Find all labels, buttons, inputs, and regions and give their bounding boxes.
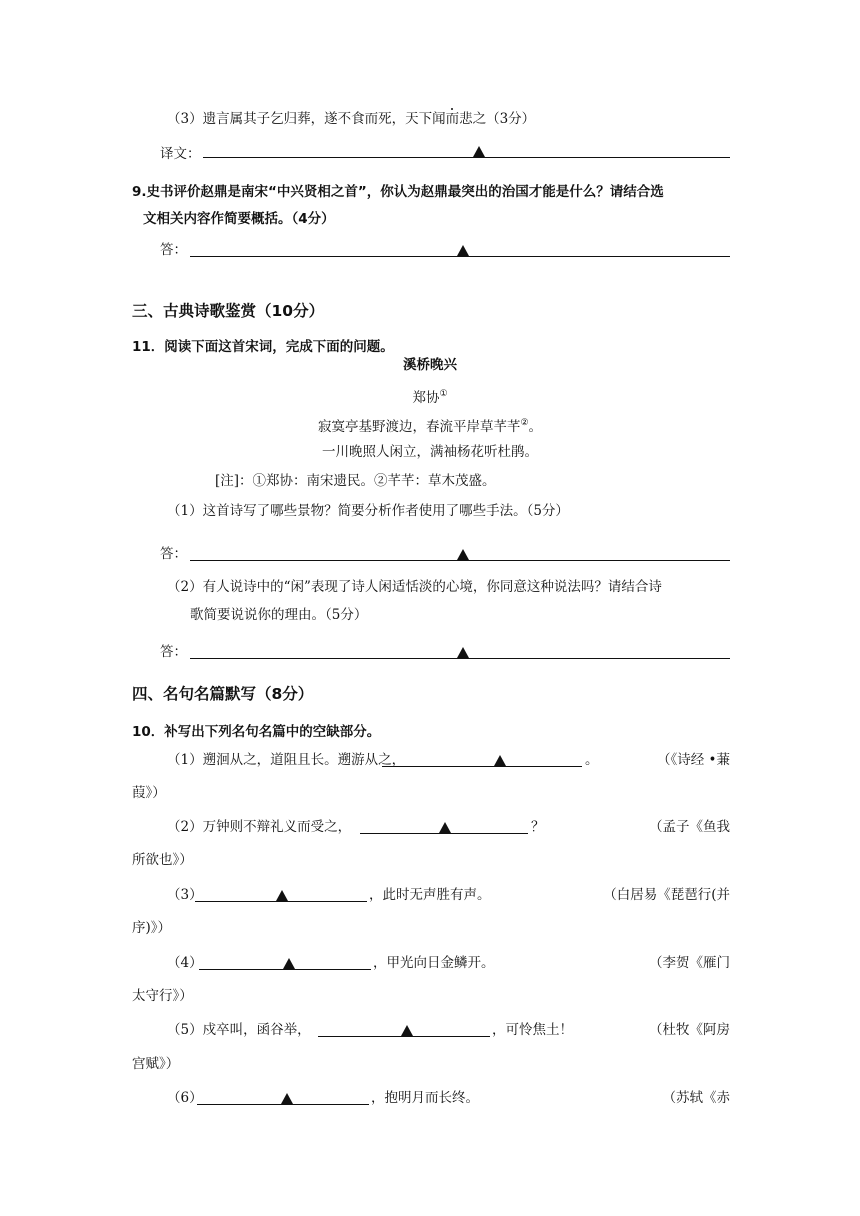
q9-answer-line[interactable] <box>190 256 730 257</box>
triangle-icon <box>281 1093 293 1104</box>
q10-item-2-after: ？ <box>531 819 545 835</box>
q10-item-3-source: （白居易《琵琶行(并 <box>603 887 730 903</box>
q10-item-4-before: （4） <box>167 955 203 971</box>
q10-item-5-before: （5）戍卒叫，函谷举， <box>167 1022 311 1038</box>
emphasis-dot-char: 而 <box>445 111 460 127</box>
triangle-icon <box>401 1025 413 1036</box>
q10-item-1-source-cont: 葭》） <box>132 785 166 801</box>
q10-item-1-after: 。 <box>585 752 599 768</box>
section4-title: 四、名句名篇默写（8分） <box>132 685 314 703</box>
section3-title: 三、古典诗歌鉴赏（10分） <box>132 302 325 320</box>
q10-item-1-source: （《诗经 •蒹 <box>656 752 730 768</box>
poem-author: 郑协① <box>412 389 448 406</box>
q10-item-6-before: （6） <box>167 1090 203 1106</box>
triangle-icon <box>283 958 295 969</box>
triangle-icon <box>457 647 469 658</box>
q11-sub2-answer-line[interactable] <box>190 658 730 659</box>
q10-item-5-blank[interactable] <box>318 1036 490 1037</box>
poem-title: 溪桥晚兴 <box>403 357 457 373</box>
q8-sub3: （3）遗言属其子乞归葬，遂不食而死，天下闻而悲之（3分） <box>167 111 536 127</box>
note-mark: ② <box>520 418 529 428</box>
q11-sub1-answer-line[interactable] <box>190 560 730 561</box>
q10-item-6-source: （苏轼《赤 <box>662 1090 730 1106</box>
q10-item-4-source: （李贺《雁门 <box>649 955 730 971</box>
q9-line1: 9.史书评价赵鼎是南宋“中兴贤相之首”，你认为赵鼎最突出的治国才能是什么？请结合选 <box>132 184 664 200</box>
q8-answer-label: 译文： <box>160 146 201 162</box>
poem-notes: [注]：①郑协：南宋遗民。②芊芊：草木茂盛。 <box>215 473 496 489</box>
triangle-icon <box>457 245 469 256</box>
q10-item-6-after: ，抱明月而长终。 <box>371 1090 479 1106</box>
q11-sub2-line2: 歌简要说说你的理由。（5分） <box>190 607 368 623</box>
q8-answer-line[interactable] <box>203 157 730 158</box>
q9-line2: 文相关内容作简要概括。（4分） <box>143 211 335 227</box>
q10-item-3-source-cont: 序)》） <box>132 920 172 936</box>
q10-item-2-source: （孟子《鱼我 <box>649 819 730 835</box>
triangle-icon <box>473 146 485 157</box>
q10-item-5-after: ，可怜焦土！ <box>492 1022 573 1038</box>
triangle-icon <box>439 822 451 833</box>
poem-line-2: 一川晚照人闲立，满袖杨花听杜鹃。 <box>322 444 538 460</box>
q11-sub1: （1）这首诗写了哪些景物？简要分析作者使用了哪些手法。（5分） <box>167 503 569 519</box>
q10-item-6-blank[interactable] <box>197 1104 369 1105</box>
triangle-icon <box>276 890 288 901</box>
q10-item-1-blank[interactable] <box>382 766 582 767</box>
q10-item-4-blank[interactable] <box>199 969 371 970</box>
q10-item-5-source-cont: 宫赋》） <box>132 1056 180 1072</box>
q10-item-4-after: ，甲光向日金鳞开。 <box>373 955 495 971</box>
triangle-icon <box>494 755 506 766</box>
q10-item-5-source: （杜牧《阿房 <box>649 1022 730 1038</box>
q11-intro: 11．阅读下面这首宋词，完成下面的问题。 <box>132 339 394 355</box>
q10-item-3-before: （3） <box>167 887 203 903</box>
q10-item-2-source-cont: 所欲也》） <box>132 852 193 868</box>
triangle-icon <box>457 549 469 560</box>
q10-item-4-source-cont: 太守行》） <box>132 988 193 1004</box>
q9-answer-label: 答： <box>160 242 187 258</box>
q10-item-3-after: ，此时无声胜有声。 <box>369 887 491 903</box>
q11-sub2-answer-label: 答： <box>160 644 187 660</box>
poem-line-1: 寂寞亭基野渡边，春流平岸草芊芊②。 <box>317 418 543 435</box>
q10-item-2-before: （2）万钟则不辩礼义而受之， <box>167 819 352 835</box>
q10-item-1-before: （1）遡洄从之，道阻且长。遡游从之， <box>167 752 406 768</box>
q10-intro: 10．补写出下列名句名篇中的空缺部分。 <box>132 724 381 740</box>
q11-sub2-line1: （2）有人说诗中的“闲”表现了诗人闲适恬淡的心境，你同意这种说法吗？请结合诗 <box>167 579 662 595</box>
q11-sub1-answer-label: 答： <box>160 546 187 562</box>
note-mark: ① <box>439 389 448 399</box>
q10-item-3-blank[interactable] <box>195 901 367 902</box>
q10-item-2-blank[interactable] <box>360 833 528 834</box>
